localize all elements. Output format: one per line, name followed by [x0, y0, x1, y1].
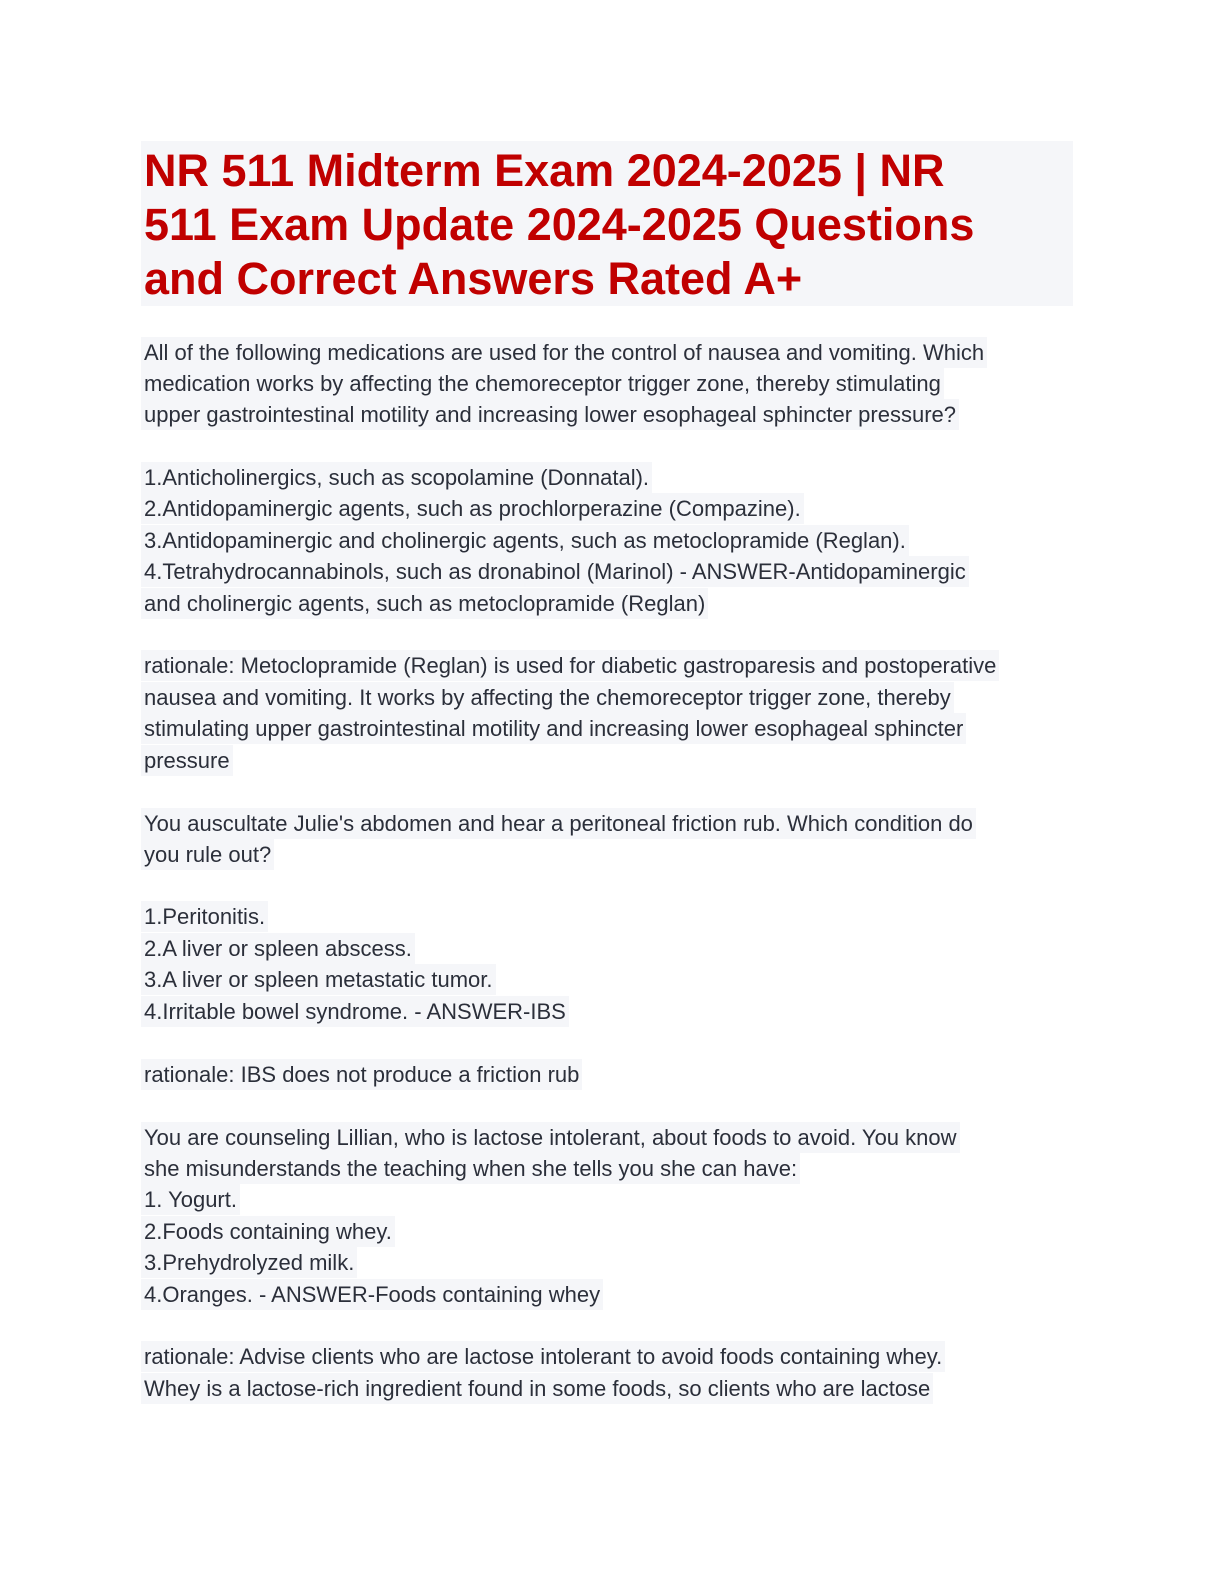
title-line: 511 Exam Update 2024-2025 Questions — [144, 199, 975, 250]
question-text-line: she misunderstands the teaching when she tells you she can have: — [141, 1153, 800, 1184]
answer-option: 4.Oranges. - ANSWER-Foods containing whey — [141, 1279, 603, 1310]
rationale-line: rationale: Metoclopramide (Reglan) is used for diabetic gastroparesis and postoperative — [141, 650, 999, 681]
answer-option: 3.Antidopaminergic and cholinergic agents, such as metoclopramide (Reglan). — [141, 525, 909, 556]
question-text-line: You are counseling Lillian, who is lactose intolerant, about foods to avoid. You know — [141, 1122, 960, 1153]
answer-option: 2.A liver or spleen abscess. — [141, 933, 415, 964]
rationale-line: rationale: IBS does not produce a friction rub — [141, 1059, 582, 1090]
answer-option: 4.Tetrahydrocannabinols, such as dronabinol (Marinol) - ANSWER-Antidopaminergic — [141, 556, 969, 587]
title-line: NR 511 Midterm Exam 2024-2025 | NR — [144, 145, 945, 196]
rationale-line: Whey is a lactose-rich ingredient found in some foods, so clients who are lactose — [141, 1373, 933, 1404]
answer-option: 3.A liver or spleen metastatic tumor. — [141, 964, 496, 995]
question-text-line: upper gastrointestinal motility and increasing lower esophageal sphincter pressure? — [141, 399, 959, 430]
question-text-line: All of the following medications are used for the control of nausea and vomiting. Which — [141, 337, 987, 368]
answer-option: and cholinergic agents, such as metoclopramide (Reglan) — [141, 588, 708, 619]
answer-option: 1.Peritonitis. — [141, 901, 268, 932]
rationale-line: stimulating upper gastrointestinal motility and increasing lower esophageal sphincter — [141, 713, 966, 744]
question-text-line: You auscultate Julie's abdomen and hear a peritoneal friction rub. Which condition do — [141, 808, 976, 839]
answer-option: 1. Yogurt. — [141, 1184, 240, 1215]
answer-option: 4.Irritable bowel syndrome. - ANSWER-IBS — [141, 996, 569, 1027]
answer-option: 2.Foods containing whey. — [141, 1216, 395, 1247]
rationale-line: pressure — [141, 745, 233, 776]
question-text-line: medication works by affecting the chemoreceptor trigger zone, thereby stimulating — [141, 368, 944, 399]
document-title — [141, 141, 1073, 306]
answer-option: 3.Prehydrolyzed milk. — [141, 1247, 357, 1278]
rationale-line: nausea and vomiting. It works by affecting the chemoreceptor trigger zone, thereby — [141, 682, 954, 713]
rationale-line: rationale: Advise clients who are lactose intolerant to avoid foods containing whey. — [141, 1341, 945, 1372]
title-line: and Correct Answers Rated A+ — [144, 253, 803, 304]
question-text-line: you rule out? — [141, 839, 274, 870]
answer-option: 2.Antidopaminergic agents, such as prochlorperazine (Compazine). — [141, 493, 804, 524]
answer-option: 1.Anticholinergics, such as scopolamine (Donnatal). — [141, 462, 652, 493]
